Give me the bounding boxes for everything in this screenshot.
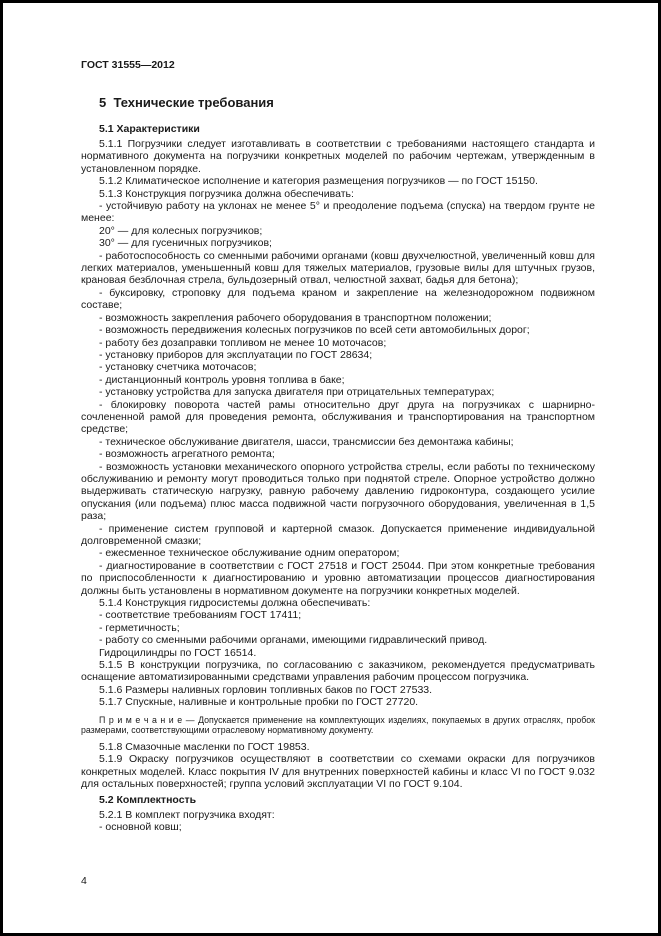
paragraph: 5.1.2 Климатическое исполнение и категория размещения погрузчиков — по ГОСТ 15150. — [99, 175, 538, 188]
list-item: - соответствие требованиям ГОСТ 17411; — [99, 609, 302, 622]
list-item: 30° — для гусеничных погрузчиков; — [99, 237, 272, 250]
paragraph: 5.1.8 Смазочные масленки по ГОСТ 19853. — [99, 740, 310, 753]
paragraph: 5.1.9 Окраску погрузчиков осуществляют в соответствии со схемами окраски для погрузчиков конкретных моделей. Класс покрытия IV для внутренних поверхностей кабины и класс VI по ГОСТ 9.032 для остальных поверхностей; группа условий эксплуатации VI по ГОСТ 9.104. — [81, 753, 595, 791]
list-item: - возможность установки механического опорного устройства стрелы, если работы по техническому обслуживанию и ремонту могут проводиться только при поднятой стреле. Опорное устройство должно выдерживать статическую нагрузку, равную рабочему давлению гидроконтура, создающего усилие опускания (или подъема) плюс масса подвижной части погрузочного оборудования, увеличенная в 1,5 раза; — [81, 460, 595, 523]
list-item: - установку устройства для запуска двигателя при отрицательных температурах; — [99, 386, 495, 399]
list-item: - блокировку поворота частей рамы относительно друг друга на погрузчиках с шарнирно-сочлененной рамой для проведения ремонта, обслуживания и транспортирования на транспортном средстве; — [81, 398, 595, 436]
list-item: - устойчивую работу на уклонах не менее 5° и преодоление подъема (спуска) на твердом грунте не менее: — [81, 200, 595, 225]
list-item: - установку приборов для эксплуатации по ГОСТ 28634; — [99, 348, 373, 361]
subsection-heading: 5.2 Комплектность — [99, 793, 197, 806]
list-item: - герметичность; — [99, 621, 180, 634]
list-item: - применение систем групповой и картерной смазок. Допускается применение индивидуальной долговременной смазки; — [81, 522, 595, 547]
note-paragraph: П р и м е ч а н и е — Допускается применение на комплектующих изделиях, покупаемых в других отраслях, пробок размерами, соответствующими отраслевому нормативному документу. — [81, 714, 595, 736]
document-content — [81, 59, 595, 833]
list-item: - работу без дозаправки топливом не менее 10 моточасов; — [99, 336, 387, 349]
list-item: - буксировку, строповку для подъема краном и закрепление на железнодорожном подвижном составе; — [81, 286, 595, 312]
list-item: - установку счетчика моточасов; — [99, 361, 257, 374]
paragraph: 5.1.6 Размеры наливных горловин топливных баков по ГОСТ 27533. — [99, 683, 433, 696]
paragraph: Гидроцилиндры по ГОСТ 16514. — [99, 646, 257, 659]
list-item: - ежесменное техническое обслуживание одним оператором; — [99, 547, 400, 560]
subsection-heading: 5.1 Характеристики — [99, 123, 200, 135]
paragraph: 5.1.7 Спускные, наливные и контрольные пробки по ГОСТ 27720. — [99, 696, 419, 709]
paragraph: 5.1.5 В конструкции погрузчика, по согласованию с заказчиком, рекомендуется предусматривать оснащение автоматизированными средствами управления рабочим процессом погрузчика. — [81, 659, 595, 684]
paragraph: 5.1.4 Конструкция гидросистемы должна обеспечивать: — [99, 597, 371, 610]
paragraph: 5.1.3 Конструкция погрузчика должна обеспечивать: — [99, 187, 354, 200]
list-item: - основной ковш; — [99, 820, 182, 833]
list-item: - возможность агрегатного ремонта; — [99, 448, 275, 461]
list-item: - возможность передвижения колесных погрузчиков по всей сети автомобильных дорог; — [99, 324, 530, 337]
list-item: - техническое обслуживание двигателя, шасси, трансмиссии без демонтажа кабины; — [99, 435, 514, 448]
list-item: - дистанционный контроль уровня топлива в баке; — [99, 373, 345, 386]
paragraph: 5.2.1 В комплект погрузчика входят: — [99, 808, 275, 821]
list-item: - работоспособность со сменными рабочими органами (ковш двухчелюстной, увеличенный ковш для легких материалов, уменьшенный ковш для тяжелых материалов, грузовые вилы для штучных грузов, крановая безблочная стрела, бульдозерный отвал, челюстной захват, бадья для бетона); — [81, 249, 595, 287]
list-item: 20° — для колесных погрузчиков; — [99, 224, 263, 237]
paragraph: 5.1.1 Погрузчики следует изготавливать в соответствии с требованиями настоящего стандарта и нормативного документа на погрузчики конкретных моделей по рабочим чертежам, утвержденным в установленном порядке. — [81, 138, 595, 175]
section-heading: 5 Технические требования — [99, 95, 274, 110]
list-item: - работу со сменными рабочими органами, имеющими гидравлический привод. — [99, 634, 488, 647]
standard-designation: ГОСТ 31555—2012 — [81, 59, 175, 71]
list-item: - диагностирование в соответствии с ГОСТ 27518 и ГОСТ 25044. При этом конкретные требования по приспособленности к диагностированию и уровню автоматизации процессов диагностирования должны быть установлены в нормативном документе на погрузчики конкретных моделей. — [81, 559, 595, 597]
page-number: 4 — [81, 875, 87, 887]
list-item: - возможность закрепления рабочего оборудования в транспортном положении; — [99, 311, 492, 324]
